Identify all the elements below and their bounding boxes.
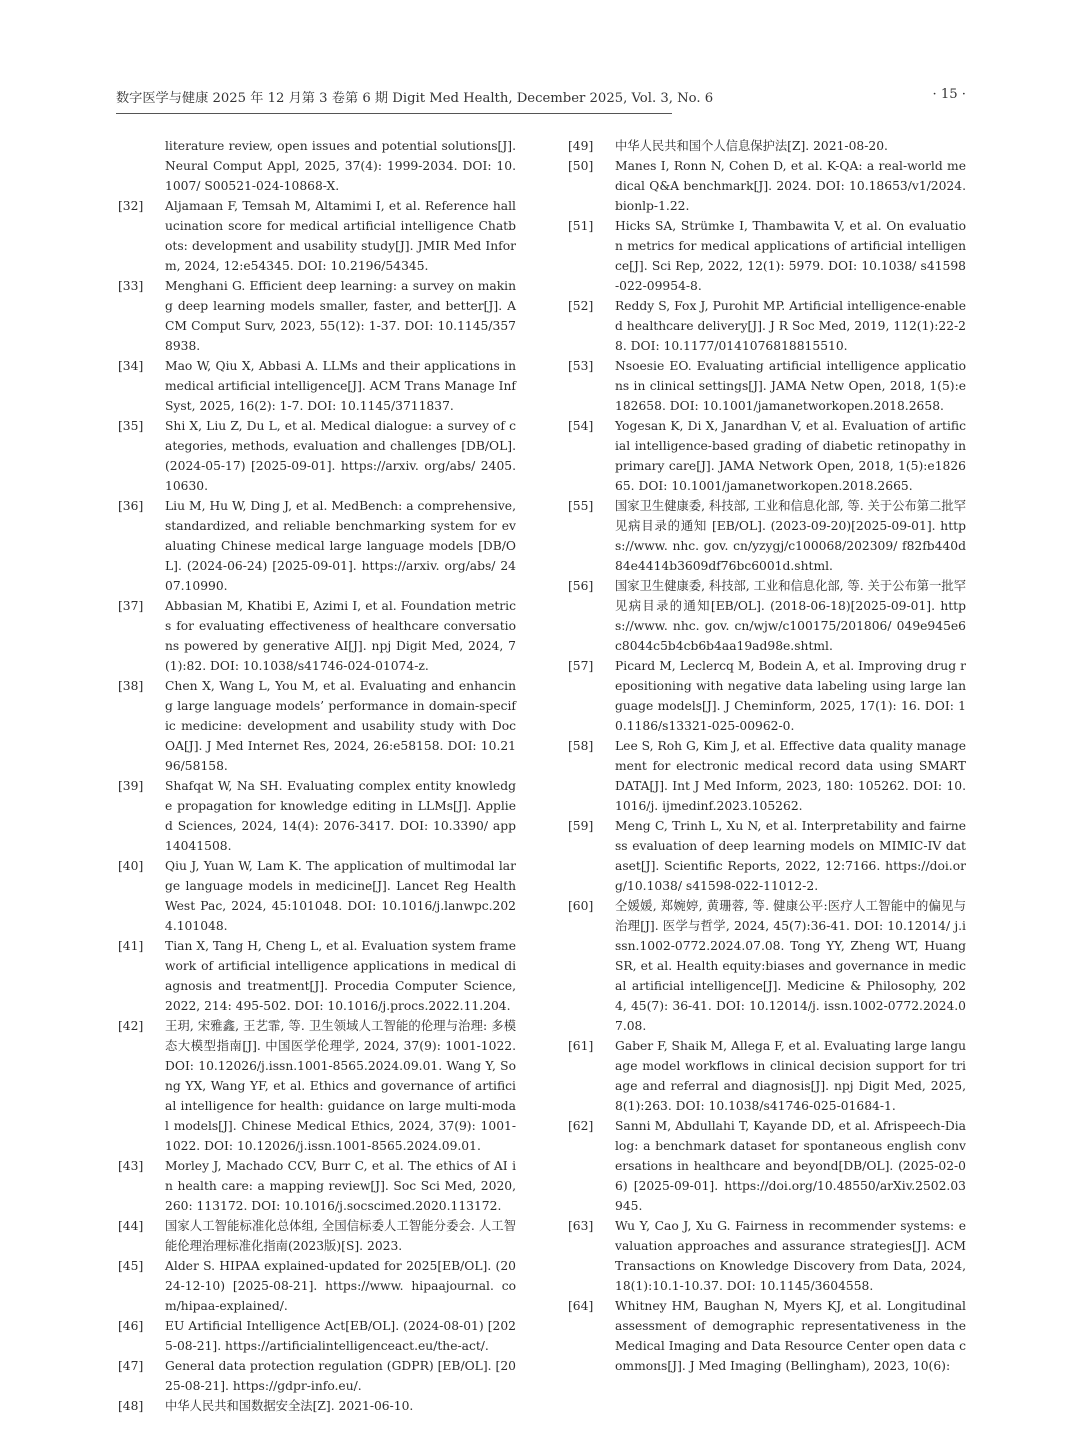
reference-number: [43] [118, 1159, 144, 1173]
reference-text: 国家卫生健康委, 科技部, 工业和信息化部, 等. 关于公布第二批罕见病目录的通知 [EB/OL]. (2023-09-20)[2025-09-01]. https://www. nhc. gov. cn/yzygj/c100068/202309/ f82fb440d84e4414b3609df76bc6001d.shtml. [615, 499, 966, 573]
reference-item [118, 1256, 516, 1316]
reference-number: [46] [118, 1319, 144, 1333]
reference-number: [60] [568, 899, 594, 913]
reference-number: [42] [118, 1019, 144, 1033]
reference-number: [33] [118, 279, 144, 293]
reference-text: Mao W, Qiu X, Abbasi A. LLMs and their applications in medical artificial intelligence[J]. ACM Trans Manage Inf Syst, 2025, 16(2): 1-7. DOI: 10.1145/3711837. [165, 359, 516, 413]
reference-number: [56] [568, 579, 594, 593]
reference-number: [50] [568, 159, 594, 173]
reference-number: [57] [568, 659, 594, 673]
reference-item [118, 936, 516, 1016]
reference-number: [49] [568, 139, 594, 153]
header-rule [116, 113, 672, 114]
reference-text: Picard M, Leclercq M, Bodein A, et al. Improving drug repositioning with negative data labeling using large language models[J]. J Cheminform, 2025, 17(1): 16. DOI: 10.1186/s13321-025-00962-0. [615, 659, 966, 733]
reference-number: [35] [118, 419, 144, 433]
reference-text: Alder S. HIPAA explained-updated for 2025[EB/OL]. (2024-12-10) [2025-08-21]. https://www. hipaajournal. com/hipaa-explained/. [165, 1259, 516, 1313]
reference-text: Meng C, Trinh L, Xu N, et al. Interpretability and fairness evaluation of deep learning models on MIMIC-IV dataset[J]. Scientific Reports, 2022, 12:7166. https://doi.org/10.1038/ s41598-022-11012-2. [615, 819, 966, 893]
reference-text: Wu Y, Cao J, Xu G. Fairness in recommender systems: evaluation approaches and assurance strategies[J]. ACM Transactions on Knowledge Discovery from Data, 2024, 18(1):10.1-10.37. DOI: 10.1145/3604558. [615, 1219, 966, 1293]
reference-text: 国家人工智能标准化总体组, 全国信标委人工智能分委会. 人工智能伦理治理标准化指南(2023版)[S]. 2023. [165, 1219, 516, 1253]
reference-item [118, 856, 516, 936]
reference-text: Aljamaan F, Temsah M, Altamimi I, et al. Reference hallucination score for medical artificial intelligence Chatbots: development and usability study[J]. JMIR Med Inform, 2024, 12:e54345. DOI: 10.2196/54345. [165, 199, 516, 273]
reference-item [568, 1216, 966, 1296]
reference-item [568, 136, 966, 156]
reference-number: [45] [118, 1259, 144, 1273]
reference-text: Manes I, Ronn N, Cohen D, et al. K-QA: a real-world medical Q&A benchmark[J]. 2024. DOI: 10.18653/v1/2024. bionlp-1.22. [615, 159, 966, 213]
reference-item [118, 596, 516, 676]
reference-item [568, 736, 966, 816]
reference-item [118, 1316, 516, 1356]
reference-text: Hicks SA, Strümke I, Thambawita V, et al. On evaluation metrics for medical applications of artificial intelligence[J]. Sci Rep, 2022, 12(1): 5979. DOI: 10.1038/ s41598-022-09954-8. [615, 219, 966, 293]
reference-text: Tian X, Tang H, Cheng L, et al. Evaluation system framework of artificial intelligence applications in medical diagnosis and treatment[J]. Procedia Computer Science, 2022, 214: 495-502. DOI: 10.1016/j.procs.2022.11.204. [165, 939, 516, 1013]
reference-number: [64] [568, 1299, 594, 1313]
reference-item [568, 1036, 966, 1116]
reference-text: Menghani G. Efficient deep learning: a survey on making deep learning models smaller, faster, and better[J]. ACM Comput Surv, 2023, 55(12): 1-37. DOI: 10.1145/3578938. [165, 279, 516, 353]
reference-number: [48] [118, 1399, 144, 1413]
running-header [116, 87, 966, 109]
reference-text: Shi X, Liu Z, Du L, et al. Medical dialogue: a survey of categories, methods, evaluation and challenges [DB/OL]. (2024-05-17) [2025-09-01]. https://arxiv. org/abs/ 2405.10630. [165, 419, 516, 493]
reference-item [118, 356, 516, 416]
reference-column-left [118, 136, 516, 1416]
reference-number: [59] [568, 819, 594, 833]
reference-text: Whitney HM, Baughan N, Myers KJ, et al. Longitudinal assessment of demographic representativeness in the Medical Imaging and Data Resource Center open data commons[J]. J Med Imaging (Bellingham), 2023, 10(6): [615, 1299, 966, 1373]
reference-text: Reddy S, Fox J, Purohit MP. Artificial intelligence-enabled healthcare delivery[J]. J R Soc Med, 2019, 112(1):22-28. DOI: 10.1177/0141076818815510. [615, 299, 966, 353]
reference-text: Abbasian M, Khatibi E, Azimi I, et al. Foundation metrics for evaluating effectiveness of healthcare conversations powered by generative AI[J]. npj Digit Med, 2024, 7(1):82. DOI: 10.1038/s41746-024-01074-z. [165, 599, 516, 673]
reference-number: [52] [568, 299, 594, 313]
reference-number: [44] [118, 1219, 144, 1233]
reference-number: [37] [118, 599, 144, 613]
reference-number: [63] [568, 1219, 594, 1233]
reference-item [568, 1296, 966, 1376]
reference-text: Nsoesie EO. Evaluating artificial intelligence applications in clinical settings[J]. JAMA Netw Open, 2018, 1(5):e182658. DOI: 10.1001/jamanetworkopen.2018.2658. [615, 359, 966, 413]
reference-number: [36] [118, 499, 144, 513]
reference-number: [39] [118, 779, 144, 793]
reference-text: 国家卫生健康委, 科技部, 工业和信息化部, 等. 关于公布第一批罕见病目录的通知[EB/OL]. (2018-06-18)[2025-09-01]. https://www. nhc. gov. cn/wjw/c100175/201806/ 049e945e6c8044c5b4cb6b4aa19ad98e.shtml. [615, 579, 966, 653]
reference-item [118, 1016, 516, 1156]
reference-text: Chen X, Wang L, You M, et al. Evaluating and enhancing large language models’ performance in domain-specific medicine: development and usability study with DocOA[J]. J Med Internet Res, 2024, 26:e58158. DOI: 10.2196/58158. [165, 679, 516, 773]
reference-item [568, 576, 966, 656]
reference-item [118, 1216, 516, 1256]
reference-text: EU Artificial Intelligence Act[EB/OL]. (2024-08-01) [2025-08-21]. https://artificialintelligenceact.eu/the-act/. [165, 1319, 516, 1353]
reference-number: [61] [568, 1039, 594, 1053]
reference-item [118, 1156, 516, 1216]
reference-number: [62] [568, 1119, 594, 1133]
reference-text: literature review, open issues and potential solutions[J]. Neural Comput Appl, 2025, 37(4): 1999-2034. DOI: 10.1007/ S00521-024-10868-X. [165, 139, 516, 193]
reference-text: 王玥, 宋雅鑫, 王艺霏, 等. 卫生领域人工智能的伦理与治理: 多模态大模型指南[J]. 中国医学伦理学, 2024, 37(9): 1001-1022. DOI: 10.12026/j.issn.1001-8565.2024.09.01. Wang Y, Song YX, Wang YF, et al. Ethics and governance of artificial intelligence for health: guidance on large multi-modal models[J]. Chinese Medical Ethics, 2024, 37(9): 1001-1022. DOI: 10.12026/j.issn.1001-8565.2024.09.01. [165, 1019, 516, 1153]
reference-item [568, 496, 966, 576]
reference-text: 仝媛媛, 郑婉婷, 黄珊蓉, 等. 健康公平:医疗人工智能中的偏见与治理[J]. 医学与哲学, 2024, 45(7):36-41. DOI: 10.12014/ j.issn.1002-0772.2024.07.08. Tong YY, Zheng WT, Huang SR, et al. Health equity:biases and governance in medical artificial intelligence[J]. Medicine & Philosophy, 2024, 45(7): 36-41. DOI: 10.12014/j. issn.1002-0772.2024.07.08. [615, 899, 966, 1033]
reference-text: Lee S, Roh G, Kim J, et al. Effective data quality management for electronic medical record data using SMART DATA[J]. Int J Med Inform, 2023, 180: 105262. DOI: 10.1016/j. ijmedinf.2023.105262. [615, 739, 966, 813]
reference-text: Gaber F, Shaik M, Allega F, et al. Evaluating large language model workflows in clinical decision support for triage and referral and diagnosis[J]. npj Digit Med, 2025, 8(1):263. DOI: 10.1038/s41746-025-01684-1. [615, 1039, 966, 1113]
reference-item [118, 196, 516, 276]
reference-item [568, 216, 966, 296]
reference-item [118, 776, 516, 856]
reference-item [118, 496, 516, 596]
reference-item [118, 1356, 516, 1396]
reference-number: [40] [118, 859, 144, 873]
reference-item [118, 416, 516, 496]
reference-item [118, 136, 516, 196]
reference-text: Sanni M, Abdullahi T, Kayande DD, et al. Afrispeech-Dialog: a benchmark dataset for spontaneous english conversations in healthcare and beyond[DB/OL]. (2025-02-06) [2025-09-01]. https://doi.org/10.48550/arXiv.2502.03945. [615, 1119, 966, 1213]
reference-item [568, 156, 966, 216]
reference-text: Yogesan K, Di X, Janardhan V, et al. Evaluation of artificial intelligence-based grading of diabetic retinopathy in primary care[J]. JAMA Network Open, 2018, 1(5):e182665. DOI: 10.1001/jamanetworkopen.2018.2665. [615, 419, 966, 493]
reference-text: 中华人民共和国数据安全法[Z]. 2021-06-10. [165, 1399, 414, 1413]
reference-text: 中华人民共和国个人信息保护法[Z]. 2021-08-20. [615, 139, 888, 153]
reference-number: [55] [568, 499, 594, 513]
reference-item [568, 656, 966, 736]
reference-number: [34] [118, 359, 144, 373]
page-number: · 15 · [932, 87, 966, 102]
reference-number: [47] [118, 1359, 144, 1373]
reference-number: [51] [568, 219, 594, 233]
reference-text: General data protection regulation (GDPR) [EB/OL]. [2025-08-21]. https://gdpr-info.eu/. [165, 1359, 516, 1393]
reference-item [568, 816, 966, 896]
reference-number: [54] [568, 419, 594, 433]
reference-text: Liu M, Hu W, Ding J, et al. MedBench: a comprehensive, standardized, and reliable benchmarking system for evaluating Chinese medical large language models [DB/OL]. (2024-06-24) [2025-09-01]. https://arxiv. org/abs/ 2407.10990. [165, 499, 516, 593]
reference-item [118, 1396, 516, 1416]
reference-text: Qiu J, Yuan W, Lam K. The application of multimodal large language models in medicine[J]. Lancet Reg Health West Pac, 2024, 45:101048. DOI: 10.1016/j.lanwpc.2024.101048. [165, 859, 516, 933]
journal-title: 数字医学与健康 2025 年 12 月第 3 卷第 6 期 Digit Med Health, December 2025, Vol. 3, No. 6 [116, 91, 714, 106]
reference-number: [53] [568, 359, 594, 373]
reference-number: [32] [118, 199, 144, 213]
reference-number [118, 136, 165, 196]
reference-number: [58] [568, 739, 594, 753]
reference-text: Shafqat W, Na SH. Evaluating complex entity knowledge propagation for knowledge editing in LLMs[J]. Applied Sciences, 2024, 14(4): 2076-3417. DOI: 10.3390/ app14041508. [165, 779, 516, 853]
reference-item [568, 896, 966, 1036]
reference-number: [38] [118, 679, 144, 693]
reference-item [118, 676, 516, 776]
reference-item [568, 1116, 966, 1216]
reference-item [118, 276, 516, 356]
reference-number: [41] [118, 939, 144, 953]
reference-column-right [568, 136, 966, 1376]
reference-item [568, 296, 966, 356]
reference-item [568, 356, 966, 416]
reference-item [568, 416, 966, 496]
reference-text: Morley J, Machado CCV, Burr C, et al. The ethics of AI in health care: a mapping review[J]. Soc Sci Med, 2020, 260: 113172. DOI: 10.1016/j.socscimed.2020.113172. [165, 1159, 516, 1213]
